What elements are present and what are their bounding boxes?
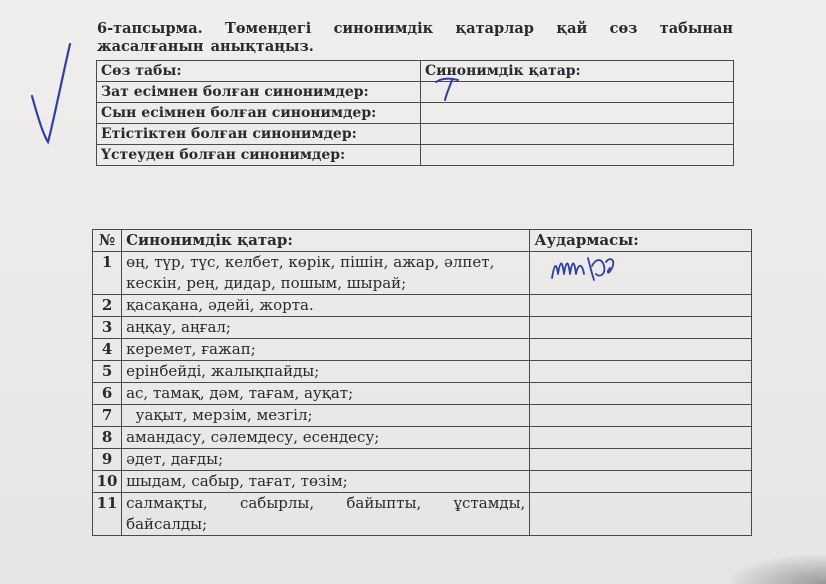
synonym-text: әдет, дағды; [122, 449, 530, 471]
task-title-line2: жасалғанын анықтаңыз. [97, 38, 314, 55]
table-row [97, 82, 734, 103]
row-number: 7 [93, 405, 122, 427]
row-number: 6 [93, 383, 122, 405]
table-row [93, 471, 752, 493]
part-of-speech-table [96, 60, 734, 166]
table-row [93, 252, 752, 295]
row-label: Үстеуден болған синонимдер: [97, 145, 421, 166]
translation-cell[interactable] [530, 427, 752, 449]
synonym-text: өң, түр, түс, келбет, көрік, пішін, ажар, әлпет, кескін, рең, дидар, пошым, шырай; [122, 252, 530, 295]
answer-cell[interactable] [421, 103, 734, 124]
table-row [93, 449, 752, 471]
task-title-line1: 6-тапсырма. Төмендегі синонимдік қатарлар қай сөз табынан [97, 20, 733, 37]
page-shadow [730, 555, 826, 584]
translation-cell[interactable] [530, 383, 752, 405]
table-row [93, 493, 752, 536]
table-row [93, 427, 752, 449]
row-number: 3 [93, 317, 122, 339]
table-row [93, 317, 752, 339]
answer-cell[interactable] [421, 145, 734, 166]
handwritten-check-icon [26, 38, 76, 148]
header-translation: Аудармасы: [530, 230, 752, 252]
table-row [93, 339, 752, 361]
table1-header-col2: Синонимдік қатар: [421, 61, 734, 82]
synonym-text: уақыт, мерзім, мезгіл; [122, 405, 530, 427]
translation-cell[interactable] [530, 361, 752, 383]
table-row [97, 124, 734, 145]
row-number: 8 [93, 427, 122, 449]
row-number: 9 [93, 449, 122, 471]
table-row [97, 103, 734, 124]
row-number: 1 [93, 252, 122, 295]
synonyms-table [92, 229, 752, 536]
row-number: 10 [93, 471, 122, 493]
synonym-text: ас, тамақ, дәм, тағам, ауқат; [122, 383, 530, 405]
table-row [97, 145, 734, 166]
table2-header-row [93, 230, 752, 252]
row-label: Сын есімнен болған синонимдер: [97, 103, 421, 124]
row-number: 5 [93, 361, 122, 383]
row-label: Етістіктен болған синонимдер: [97, 124, 421, 145]
table1-header-col1: Сөз табы: [97, 61, 421, 82]
table-row [93, 295, 752, 317]
table-row [93, 361, 752, 383]
task-title [97, 20, 733, 56]
synonym-text: салмақты, сабырлы, байыпты, ұстамды, байсалды; [122, 493, 530, 536]
translation-cell[interactable] [530, 405, 752, 427]
table1-header-row [97, 61, 734, 82]
synonym-text: қасақана, әдейі, жорта. [122, 295, 530, 317]
synonym-text: аңқау, аңғал; [122, 317, 530, 339]
translation-cell[interactable] [530, 449, 752, 471]
translation-cell[interactable] [530, 493, 752, 536]
translation-cell[interactable] [530, 252, 752, 295]
row-number: 4 [93, 339, 122, 361]
table-row [93, 405, 752, 427]
row-number: 2 [93, 295, 122, 317]
table-row [93, 383, 752, 405]
translation-cell[interactable] [530, 471, 752, 493]
answer-cell[interactable] [421, 82, 734, 103]
translation-cell[interactable] [530, 339, 752, 361]
translation-cell[interactable] [530, 295, 752, 317]
header-synonyms: Синонимдік қатар: [122, 230, 530, 252]
translation-cell[interactable] [530, 317, 752, 339]
row-label: Зат есімнен болған синонимдер: [97, 82, 421, 103]
header-number: № [93, 230, 122, 252]
synonym-text: шыдам, сабыр, тағат, төзім; [122, 471, 530, 493]
answer-cell[interactable] [421, 124, 734, 145]
synonym-text: ерінбейді, жалықпайды; [122, 361, 530, 383]
synonym-text: керемет, ғажап; [122, 339, 530, 361]
synonym-text: амандасу, сәлемдесу, есендесу; [122, 427, 530, 449]
row-number: 11 [93, 493, 122, 536]
